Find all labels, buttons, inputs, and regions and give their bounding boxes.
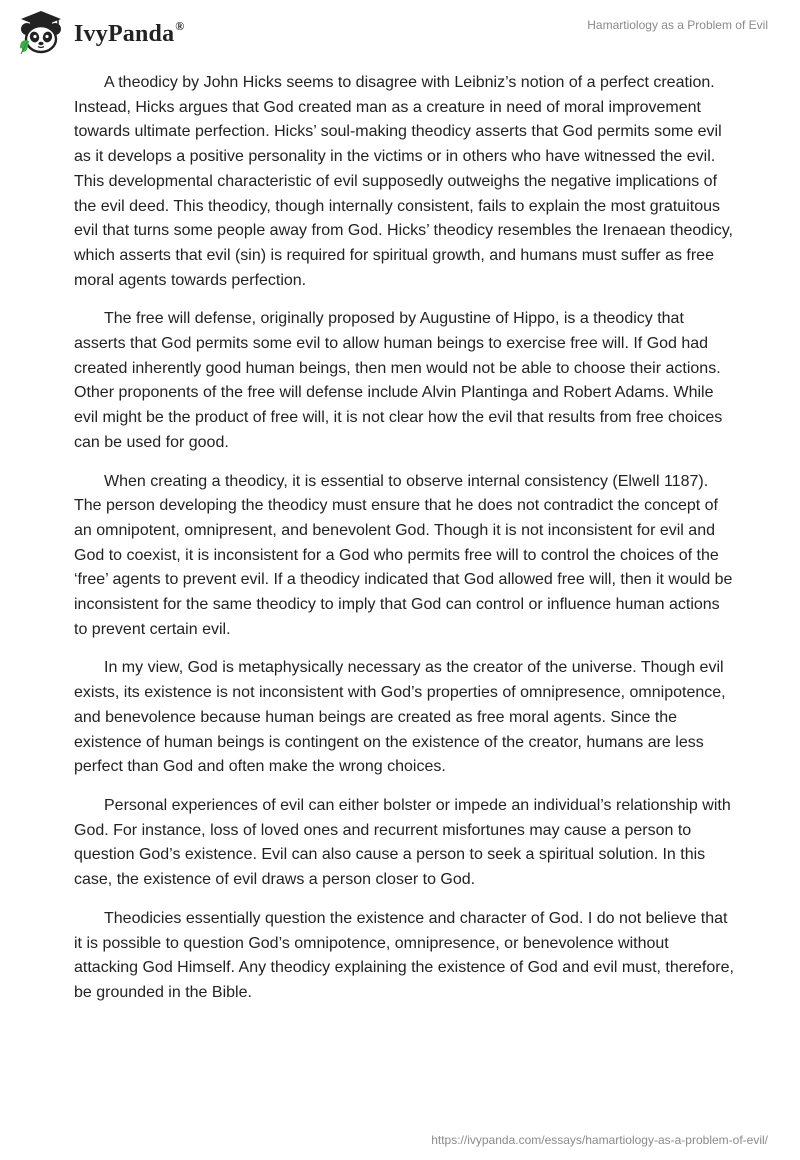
paragraph: When creating a theodicy, it is essential to observe internal consistency (Elwell 1187). The person developing the theodicy must ensure that he does not contradict the concept of an omnipotent, omnipresent, and benevolent God. Though it is not inconsistent for evil and God to coexist, it is inconsistent for a God who permits free will to control the choices of the ‘free’ agents to prevent evil. If a theodicy indicated that God allowed free will, then it would be inconsistent for the same theodicy to imply that God can control or influence human actions to prevent certain evil. [74,472,733,638]
page-header [0,0,800,70]
paragraph: The free will defense, originally proposed by Augustine of Hippo, is a theodicy that asserts that God permits some evil to allow human beings to exercise free will. If God had created inherently good human beings, then men would not be able to choose their actions. Other proponents of the free will defense include Alvin Plantinga and Robert Adams. While evil might be the product of free will, it is not clear how the evil that results from free choices can be used for good. [74,310,723,451]
document-title: Hamartiology as a Problem of Evil [587,18,768,32]
brand-name: IvyPanda® [74,18,185,47]
paragraph: In my view, God is metaphysically necessary as the creator of the universe. Though evil exists, its existence is not inconsistent with God’s properties of omnipresence, omnipotence, and benevolence because human beings are created as free moral agents. Since the existence of human beings is contingent on the existence of the creator, humans are less perfect than God and often make the wrong choices. [74,659,726,776]
paragraph: Theodicies essentially question the existence and character of God. I do not believe that it is possible to question God’s omnipotence, omnipresence, or benevolence without attacking God Himself. Any theodicy explaining the existence of God and evil must, therefore, be grounded in the Bible. [74,909,734,1001]
paragraph: Personal experiences of evil can either bolster or impede an individual’s relationship with God. For instance, loss of loved ones and recurrent misfortunes may cause a person to question God’s existence. Evil can also cause a person to seek a spiritual solution. In this case, the existence of evil draws a person closer to God. [74,796,731,889]
paragraph: A theodicy by John Hicks seems to disagree with Leibniz’s notion of a perfect creation. Instead, Hicks argues that God created man as a creature in need of moral improvement towards ultimate perfection. Hicks’ soul-making theodicy asserts that God permits some evil as it develops a positive personality in the victims or in others who have witnessed the evil. This developmental characteristic of evil supposedly outweighs the negative implications of the evil deed. This theodicy, though internally consistent, fails to explain the most gratuitous evil that turns some people away from God. Hicks’ theodicy resembles the Irenaean theodicy, which asserts that evil (sin) is required for spiritual growth, and humans must suffer as free moral agents towards perfection. [74,74,733,289]
source-url-link[interactable]: https://ivypanda.com/essays/hamartiology-as-a-problem-of-evil/ [431,1133,768,1147]
registered-mark: ® [175,18,185,33]
ivypanda-logo[interactable] [16,8,184,58]
essay-body [74,71,734,1020]
panda-graduate-icon [16,8,66,58]
